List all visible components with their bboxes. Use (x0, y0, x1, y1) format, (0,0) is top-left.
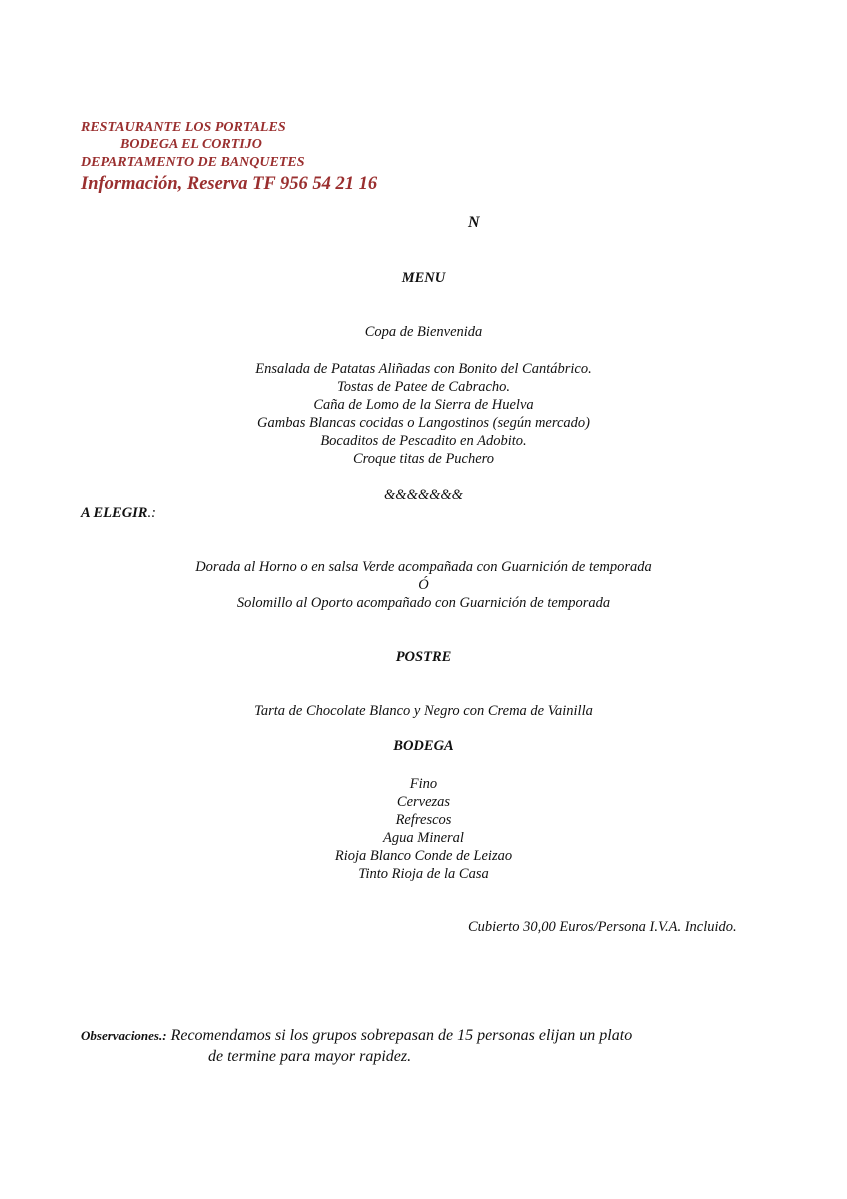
menu-initial: N (468, 214, 480, 231)
starter-item: Croque titas de Puchero (352, 451, 495, 467)
observations-line-2: de termine para mayor rapidez. (208, 1048, 412, 1065)
starter-item: Tostas de Patee de Cabracho. (336, 379, 511, 395)
price-per-person: Cubierto 30,00 Euros/Persona I.V.A. Incluido. (468, 919, 737, 935)
starter-item: Caña de Lomo de la Sierra de Huelva (313, 397, 534, 413)
cellar-item: Refrescos (395, 812, 452, 828)
choice-label: A ELEGIR (81, 505, 148, 521)
section-separator: &&&&&&& (384, 487, 463, 503)
cellar-item: Cervezas (396, 794, 451, 810)
starter-item: Bocaditos de Pescadito en Adobito. (320, 433, 527, 449)
observations-line-1 (81, 1027, 632, 1045)
bodega-name: BODEGA EL CORTIJO (120, 137, 262, 152)
dessert-title: POSTRE (395, 649, 452, 665)
choice-suffix: .: (147, 505, 156, 521)
cellar-title: BODEGA (393, 738, 454, 754)
cellar-item: Agua Mineral (383, 830, 464, 846)
cellar-item: Rioja Blanco Conde de Leizao (334, 848, 513, 864)
dessert-item: Tarta de Chocolate Blanco y Negro con Crema de Vainilla (254, 703, 593, 719)
menu-title: MENU (401, 270, 446, 286)
restaurant-name: RESTAURANTE LOS PORTALES (81, 120, 286, 135)
reservation-info: Información, Reserva TF 956 54 21 16 (81, 174, 378, 194)
cellar-item: Tinto Rioja de la Casa (358, 866, 489, 882)
starter-item: Gambas Blancas cocidas o Langostinos (según mercado) (257, 415, 590, 431)
starter-item: Ensalada de Patatas Aliñadas con Bonito del Cantábrico. (255, 361, 592, 377)
cellar-item: Fino (409, 776, 438, 792)
observations-label: Observaciones.: (81, 1028, 167, 1043)
main-option-1: Dorada al Horno o en salsa Verde acompañada con Guarnición de temporada (195, 559, 652, 575)
observations-text: Recomendamos si los grupos sobrepasan de 15 personas elijan un plato (170, 1027, 633, 1044)
main-option-2: Solomillo al Oporto acompañado con Guarnición de temporada (236, 595, 611, 611)
option-or: Ó (418, 577, 429, 593)
choice-heading (81, 505, 156, 522)
department-name: DEPARTAMENTO DE BANQUETES (81, 155, 305, 170)
welcome-drink: Copa de Bienvenida (364, 324, 483, 340)
